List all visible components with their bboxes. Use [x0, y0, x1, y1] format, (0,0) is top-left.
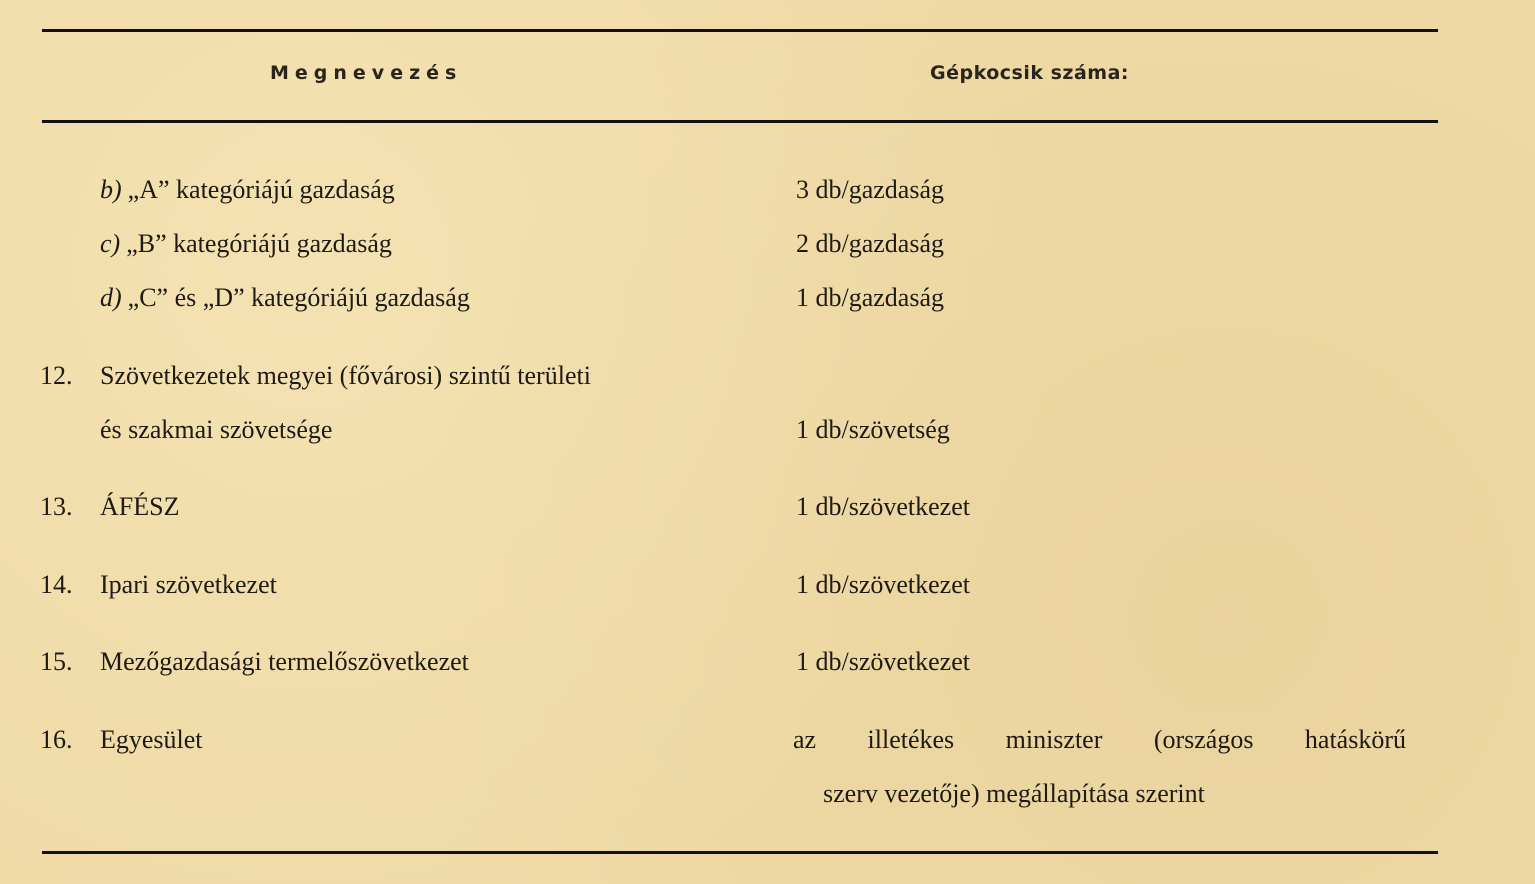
top-rule	[42, 29, 1438, 32]
row-text: Egyesület	[100, 725, 203, 754]
table-row	[0, 645, 1535, 679]
row-value: 1 db/szövetkezet	[796, 647, 970, 676]
table-row-continuation	[0, 777, 1535, 811]
row-number: 12.	[40, 361, 73, 390]
column-header-name: Megnevezés	[270, 62, 463, 84]
row-text: „A” kategóriájú gazdaság	[127, 175, 395, 204]
row-value-continuation: szerv vezetője) megállapítása szerint	[823, 779, 1205, 808]
row-letter: c)	[100, 229, 121, 258]
row-text: Ipari szövetkezet	[100, 570, 277, 599]
row-text: „B” kategóriájú gazdaság	[126, 229, 392, 258]
row-text: Mezőgazdasági termelőszövetkezet	[100, 647, 469, 676]
row-label	[100, 281, 470, 315]
table-row	[0, 490, 1535, 524]
row-value: az illetékes miniszter (országos hatáskörű	[793, 725, 1406, 754]
row-number: 13.	[40, 492, 73, 521]
row-value: 3 db/gazdaság	[796, 175, 945, 204]
row-number: 15.	[40, 647, 73, 676]
row-number: 16.	[40, 725, 73, 754]
bottom-rule	[42, 851, 1438, 854]
row-value: 2 db/gazdaság	[796, 229, 945, 258]
row-letter: d)	[100, 283, 122, 312]
row-text: Szövetkezetek megyei (fővárosi) szintű területi	[100, 361, 591, 390]
row-label	[100, 227, 392, 261]
row-value: 1 db/szövetség	[796, 415, 950, 444]
row-value: 1 db/szövetkezet	[796, 492, 970, 521]
row-text-continuation: és szakmai szövetsége	[100, 415, 333, 444]
row-value: 1 db/gazdaság	[796, 283, 945, 312]
table-row-continuation	[0, 413, 1535, 447]
table-row	[0, 281, 1535, 315]
row-label	[100, 173, 395, 207]
table-row	[0, 568, 1535, 602]
row-text: ÁFÉSZ	[100, 492, 180, 521]
column-header-count: Gépkocsik száma:	[930, 62, 1130, 84]
table-row	[0, 359, 1535, 393]
row-number: 14.	[40, 570, 73, 599]
row-value: 1 db/szövetkezet	[796, 570, 970, 599]
table-row	[0, 723, 1535, 757]
row-text: „C” és „D” kategóriájú gazdaság	[127, 283, 470, 312]
table-row	[0, 173, 1535, 207]
table-row	[0, 227, 1535, 261]
row-letter: b)	[100, 175, 122, 204]
header-rule	[42, 120, 1438, 123]
